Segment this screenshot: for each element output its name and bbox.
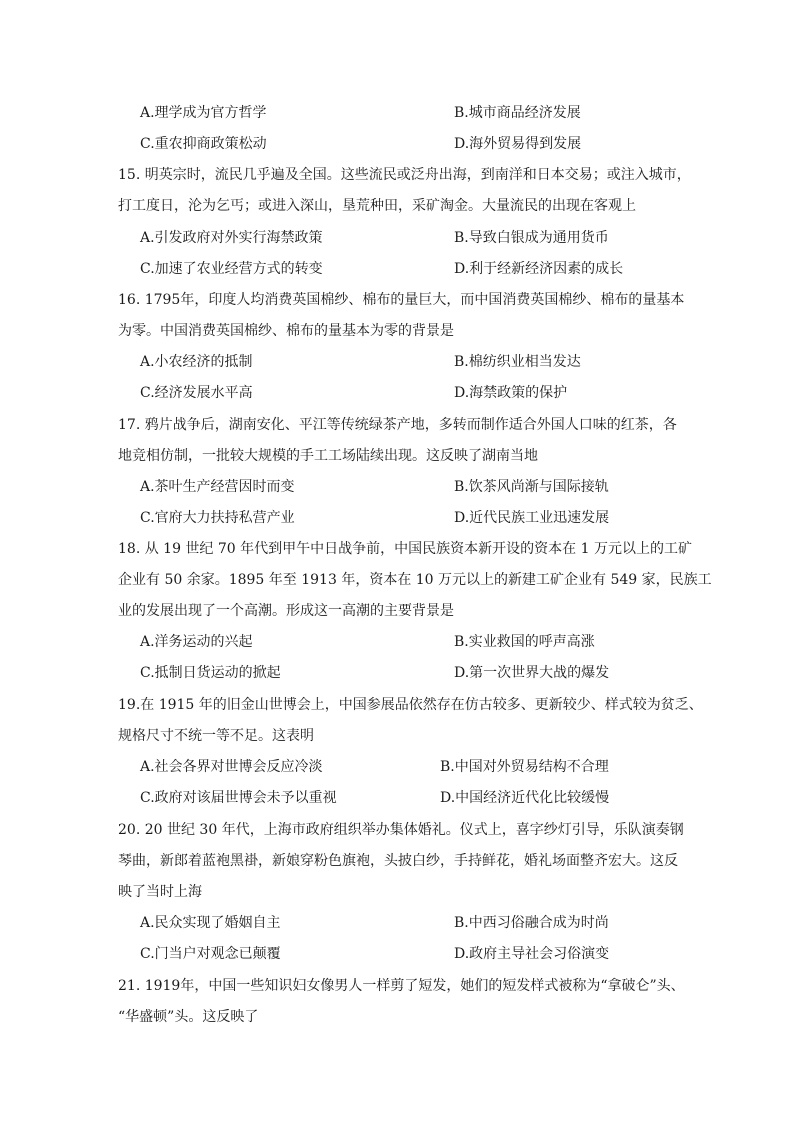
q15-option-a: A.引发政府对外实行海禁政策 — [140, 230, 323, 246]
q17-option-c: C.官府大力扶持私营产业 — [140, 510, 295, 526]
q16-option-a: A.小农经济的抵制 — [140, 354, 253, 370]
q19-option-b: B.中国对外贸易结构不合理 — [440, 759, 609, 775]
q19-option-d: D.中国经济近代化比较缓慢 — [440, 790, 610, 806]
q18-stem-line-2: 企业有 50 余家。1895 年至 1913 年，资本在 10 万元以上的新建工矿企业有 549 家，民族工 — [118, 572, 712, 588]
q19-option-c: C.政府对该届世博会未予以重视 — [140, 790, 337, 806]
q15-stem-line-1: 15. 明英宗时，流民几乎遍及全国。这些流民或泛舟出海，到南洋和日本交易；或注入城市， — [118, 167, 691, 183]
q20-stem-line-1: 20. 20 世纪 30 年代，上海市政府组织举办集体婚礼。仪式上，喜字纱灯引导，乐队演奏钢 — [118, 822, 684, 838]
q14-option-d: D.海外贸易得到发展 — [454, 136, 582, 152]
q20-option-c: C.门当户对观念已颠覆 — [140, 946, 281, 962]
q15-stem-line-2: 打工度日，沦为乞丐；或进入深山，垦荒种田，采矿淘金。大量流民的出现在客观上 — [118, 198, 636, 214]
q18-stem-line-3: 业的发展出现了一个高潮。形成这一高潮的主要背景是 — [118, 603, 454, 619]
q17-stem-line-1: 17. 鸦片战争后，湖南安化、平江等传统绿茶产地，多转而制作适合外国人口味的红茶，各 — [118, 417, 677, 433]
q16-stem-line-2: 为零。中国消费英国棉纱、棉布的量基本为零的背景是 — [118, 323, 454, 339]
q16-option-c: C.经济发展水平高 — [140, 385, 253, 401]
q18-option-d: D.第一次世界大战的爆发 — [454, 665, 610, 681]
q14-option-b: B.城市商品经济发展 — [454, 105, 581, 121]
q21-stem-line-2: “华盛顿”头。这反映了 — [118, 1009, 259, 1025]
q18-option-a: A.洋务运动的兴起 — [140, 634, 253, 650]
q15-option-b: B.导致白银成为通用货币 — [454, 230, 609, 246]
q19-stem-line-1: 19.在 1915 年的旧金山世博会上，中国参展品依然存在仿古较多、更新较少、样式较为贫乏、 — [118, 697, 703, 713]
q14-option-a: A.理学成为官方哲学 — [140, 105, 267, 121]
q18-option-c: C.抵制日货运动的掀起 — [140, 665, 281, 681]
q20-option-d: D.政府主导社会习俗演变 — [454, 946, 610, 962]
q21-stem-line-1: 21. 1919年，中国一些知识妇女像男人一样剪了短发，她们的短发样式被称为“拿破仑”头、 — [118, 978, 685, 994]
q18-option-b: B.实业救国的呼声高涨 — [454, 634, 595, 650]
q20-option-b: B.中西习俗融合成为时尚 — [454, 915, 609, 931]
q17-option-d: D.近代民族工业迅速发展 — [454, 510, 610, 526]
q19-stem-line-2: 规格尺寸不统一等不足。这表明 — [118, 728, 314, 744]
q19-option-a: A.社会各界对世博会反应冷淡 — [140, 759, 323, 775]
q20-stem-line-3: 映了当时上海 — [118, 884, 202, 900]
q18-stem-line-1: 18. 从 19 世纪 70 年代到甲午中日战争前，中国民族资本新开设的资本在 1 万元以上的工矿 — [118, 541, 692, 557]
q16-option-b: B.棉纺织业相当发达 — [454, 354, 581, 370]
q20-option-a: A.民众实现了婚姻自主 — [140, 915, 281, 931]
q17-stem-line-2: 地竞相仿制，一批较大规模的手工工场陆续出现。这反映了湖南当地 — [118, 448, 538, 464]
q15-option-c: C.加速了农业经营方式的转变 — [140, 261, 323, 277]
q16-stem-line-1: 16. 1795年，印度人均消费英国棉纱、棉布的量巨大，而中国消费英国棉纱、棉布的量基本 — [118, 292, 685, 308]
q20-stem-line-2: 琴曲，新郎着蓝袍黑褂，新娘穿粉色旗袍，头披白纱，手持鲜花，婚礼场面整齐宏大。这反 — [118, 853, 678, 869]
q17-option-b: B.饮茶风尚渐与国际接轨 — [454, 479, 609, 495]
q14-option-c: C.重农抑商政策松动 — [140, 136, 267, 152]
q15-option-d: D.利于经新经济因素的成长 — [454, 261, 624, 277]
q16-option-d: D.海禁政策的保护 — [454, 385, 568, 401]
q17-option-a: A.茶叶生产经营因时而变 — [140, 479, 295, 495]
